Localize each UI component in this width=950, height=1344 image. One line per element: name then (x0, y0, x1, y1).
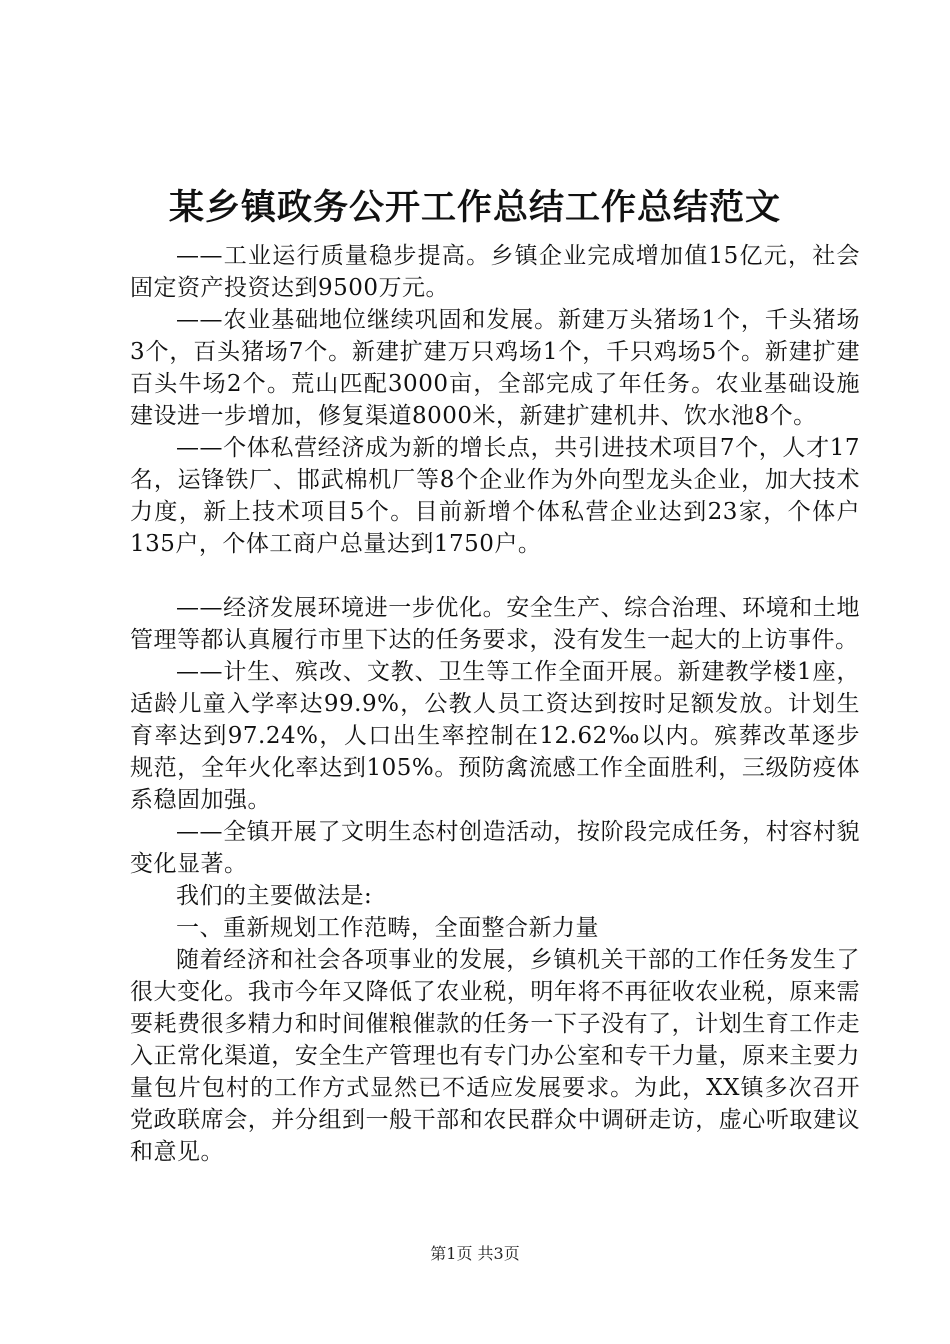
paragraph-section-1-body: 随着经济和社会各项事业的发展，乡镇机关干部的工作任务发生了很大变化。我市今年又降低了农业税，明年将不再征收农业税，原来需要耗费很多精力和时间催粮催款的任务一下子没有了，计划生育工作走入正常化渠道，安全生产管理也有专门办公室和专干力量，原来主要力量包片包村的工作方式显然已不适应发展要求。为此，XX镇多次召开党政联席会，并分组到一般干部和农民群众中调研走访，虚心听取建议和意见。 (130, 947, 860, 1165)
paragraph-industry: ——工业运行质量稳步提高。乡镇企业完成增加值15亿元，社会固定资产投资达到9500万元。 (130, 243, 860, 301)
paragraph-methods-intro: 我们的主要做法是: (176, 883, 373, 909)
document-body (130, 240, 860, 1168)
page-number-footer: 第1页 共3页 (430, 1244, 520, 1263)
paragraph-environment: ——经济发展环境进一步优化。安全生产、综合治理、环境和土地管理等都认真履行市里下达的任务要求，没有发生一起大的上访事件。 (130, 595, 860, 653)
paragraph-village-activity: ——全镇开展了文明生态村创造活动，按阶段完成任务，村容村貌变化显著。 (130, 819, 860, 877)
paragraph-social-services: ——计生、殡改、文教、卫生等工作全面开展。新建教学楼1座，适龄儿童入学率达99.9%，公教人员工资达到按时足额发放。计划生育率达到97.24%，人口出生率控制在12.62‰以内。殡葬改革逐步规范，全年火化率达到105%。预防禽流感工作全面胜利，三级防疫体系稳固加强。 (130, 659, 860, 813)
section-heading-1: 一、重新规划工作范畴，全面整合新力量 (176, 915, 599, 941)
document-title: 某乡镇政务公开工作总结工作总结范文 (168, 187, 781, 228)
paragraph-private-economy: ——个体私营经济成为新的增长点，共引进技术项目7个，人才17名，运锋铁厂、邯武棉机厂等8个企业作为外向型龙头企业，加大技术力度，新上技术项目5个。目前新增个体私营企业达到23家，个体户135户，个体工商户总量达到1750户。 (130, 435, 860, 557)
paragraph-agriculture: ——农业基础地位继续巩固和发展。新建万头猪场1个，千头猪场3个，百头猪场7个。新建扩建万只鸡场1个，千只鸡场5个。新建扩建百头牛场2个。荒山匹配3000亩，全部完成了年任务。农业基础设施建设进一步增加，修复渠道8000米，新建扩建机井、饮水池8个。 (130, 307, 860, 429)
